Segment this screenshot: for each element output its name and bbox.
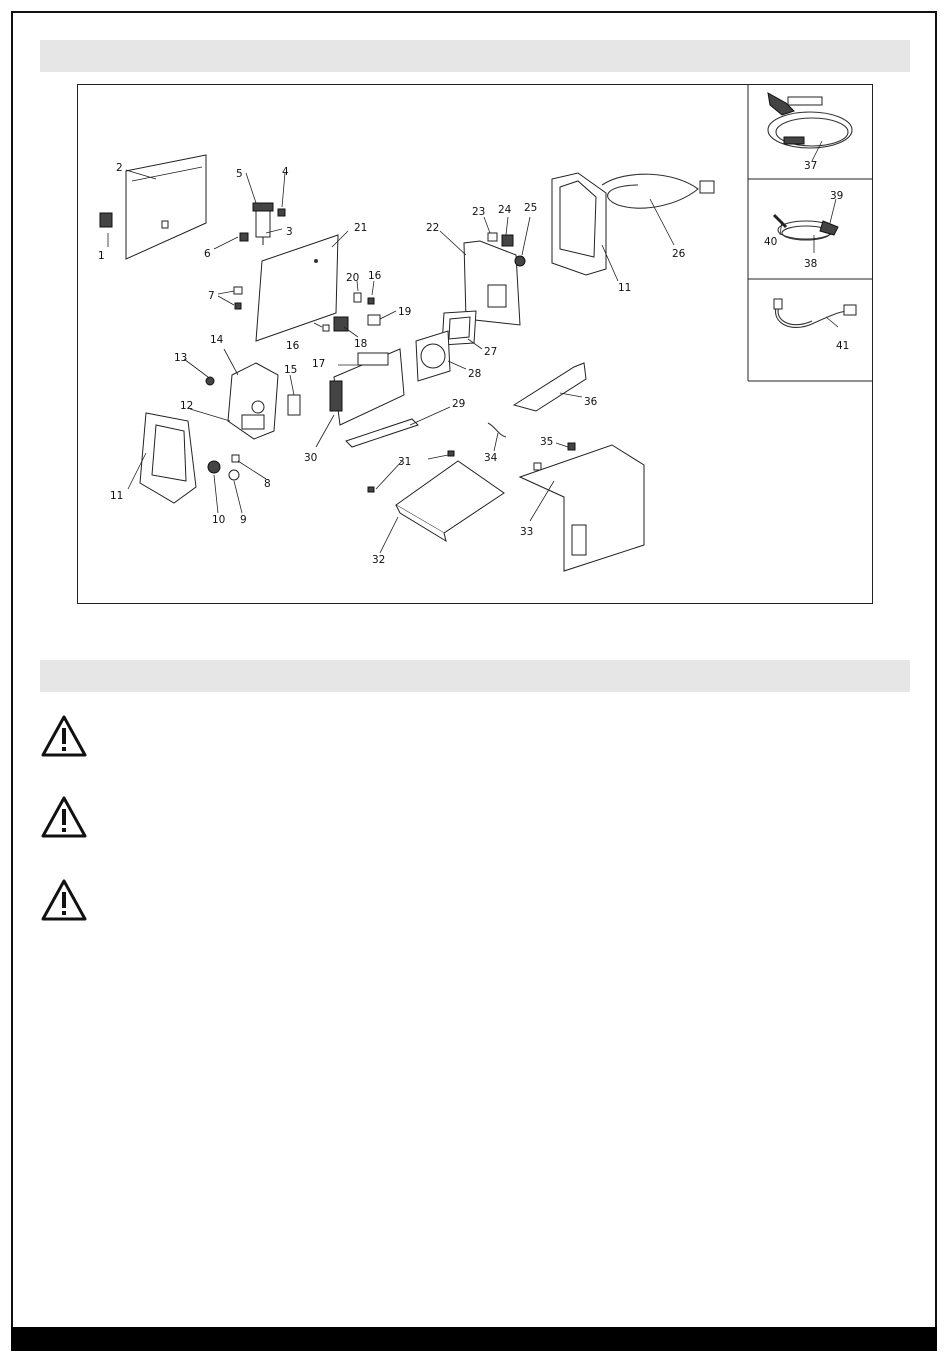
warning-item-1 — [40, 714, 88, 758]
air-hose-part — [774, 299, 856, 327]
callout-28: 28 — [468, 368, 482, 380]
callout-37: 37 — [804, 160, 818, 172]
callout-32: 32 — [372, 554, 386, 566]
callout-25: 25 — [524, 202, 538, 214]
top-cover-panel — [126, 155, 206, 259]
exploded-parts-diagram — [77, 84, 873, 604]
knob-part — [100, 213, 112, 227]
callout-15: 15 — [284, 364, 298, 376]
front-panel — [228, 363, 278, 439]
power-cable — [602, 174, 698, 208]
callout-17: 17 — [312, 358, 326, 370]
callout-29: 29 — [452, 398, 466, 410]
callout-8: 8 — [264, 478, 271, 490]
callout-4: 4 — [282, 166, 289, 178]
warning-triangle-icon — [40, 714, 88, 758]
bottom-tray — [396, 461, 504, 533]
callout-26: 26 — [672, 248, 686, 260]
callout-24: 24 — [498, 204, 512, 216]
parts-drawing — [78, 85, 874, 605]
plasma-torch-part — [768, 93, 852, 148]
callout-16-bottom: 16 — [286, 340, 300, 352]
callout-31: 31 — [398, 456, 412, 468]
callout-13: 13 — [174, 352, 188, 364]
callout-7: 7 — [208, 290, 215, 302]
callout-3: 3 — [286, 226, 293, 238]
callout-16-top: 16 — [368, 270, 382, 282]
callout-23: 23 — [472, 206, 486, 218]
section-header-bar-1 — [40, 40, 910, 72]
callout-36: 36 — [584, 396, 598, 408]
callout-34: 34 — [484, 452, 498, 464]
warning-triangle-icon — [40, 795, 88, 839]
carry-handle — [514, 363, 586, 411]
front-frame — [140, 413, 196, 503]
callout-20: 20 — [346, 272, 360, 284]
page-footer-bar — [11, 1327, 937, 1351]
callout-41: 41 — [836, 340, 850, 352]
callout-10: 10 — [212, 514, 226, 526]
section-header-bar-2 — [40, 660, 910, 692]
callout-1: 1 — [98, 250, 105, 262]
callout-40: 40 — [764, 236, 778, 248]
warning-item-3 — [40, 878, 88, 922]
warning-triangle-icon — [40, 878, 88, 922]
callout-2: 2 — [116, 162, 123, 174]
callout-14: 14 — [210, 334, 224, 346]
callout-22: 22 — [426, 222, 440, 234]
callout-19: 19 — [398, 306, 412, 318]
callout-27: 27 — [484, 346, 498, 358]
callout-18: 18 — [354, 338, 368, 350]
callout-12: 12 — [180, 400, 194, 412]
ground-clamp-part — [774, 215, 838, 240]
warning-item-2 — [40, 795, 88, 839]
callout-5: 5 — [236, 168, 243, 180]
callout-39: 39 — [830, 190, 844, 202]
callout-9: 9 — [240, 514, 247, 526]
callout-33: 33 — [520, 526, 534, 538]
callout-38: 38 — [804, 258, 818, 270]
callout-11-front: 11 — [110, 490, 124, 502]
base-plate — [346, 419, 418, 447]
callout-11-rear: 11 — [618, 282, 632, 294]
callout-21: 21 — [354, 222, 368, 234]
callout-30: 30 — [304, 452, 318, 464]
callout-6: 6 — [204, 248, 211, 260]
callout-35: 35 — [540, 436, 554, 448]
